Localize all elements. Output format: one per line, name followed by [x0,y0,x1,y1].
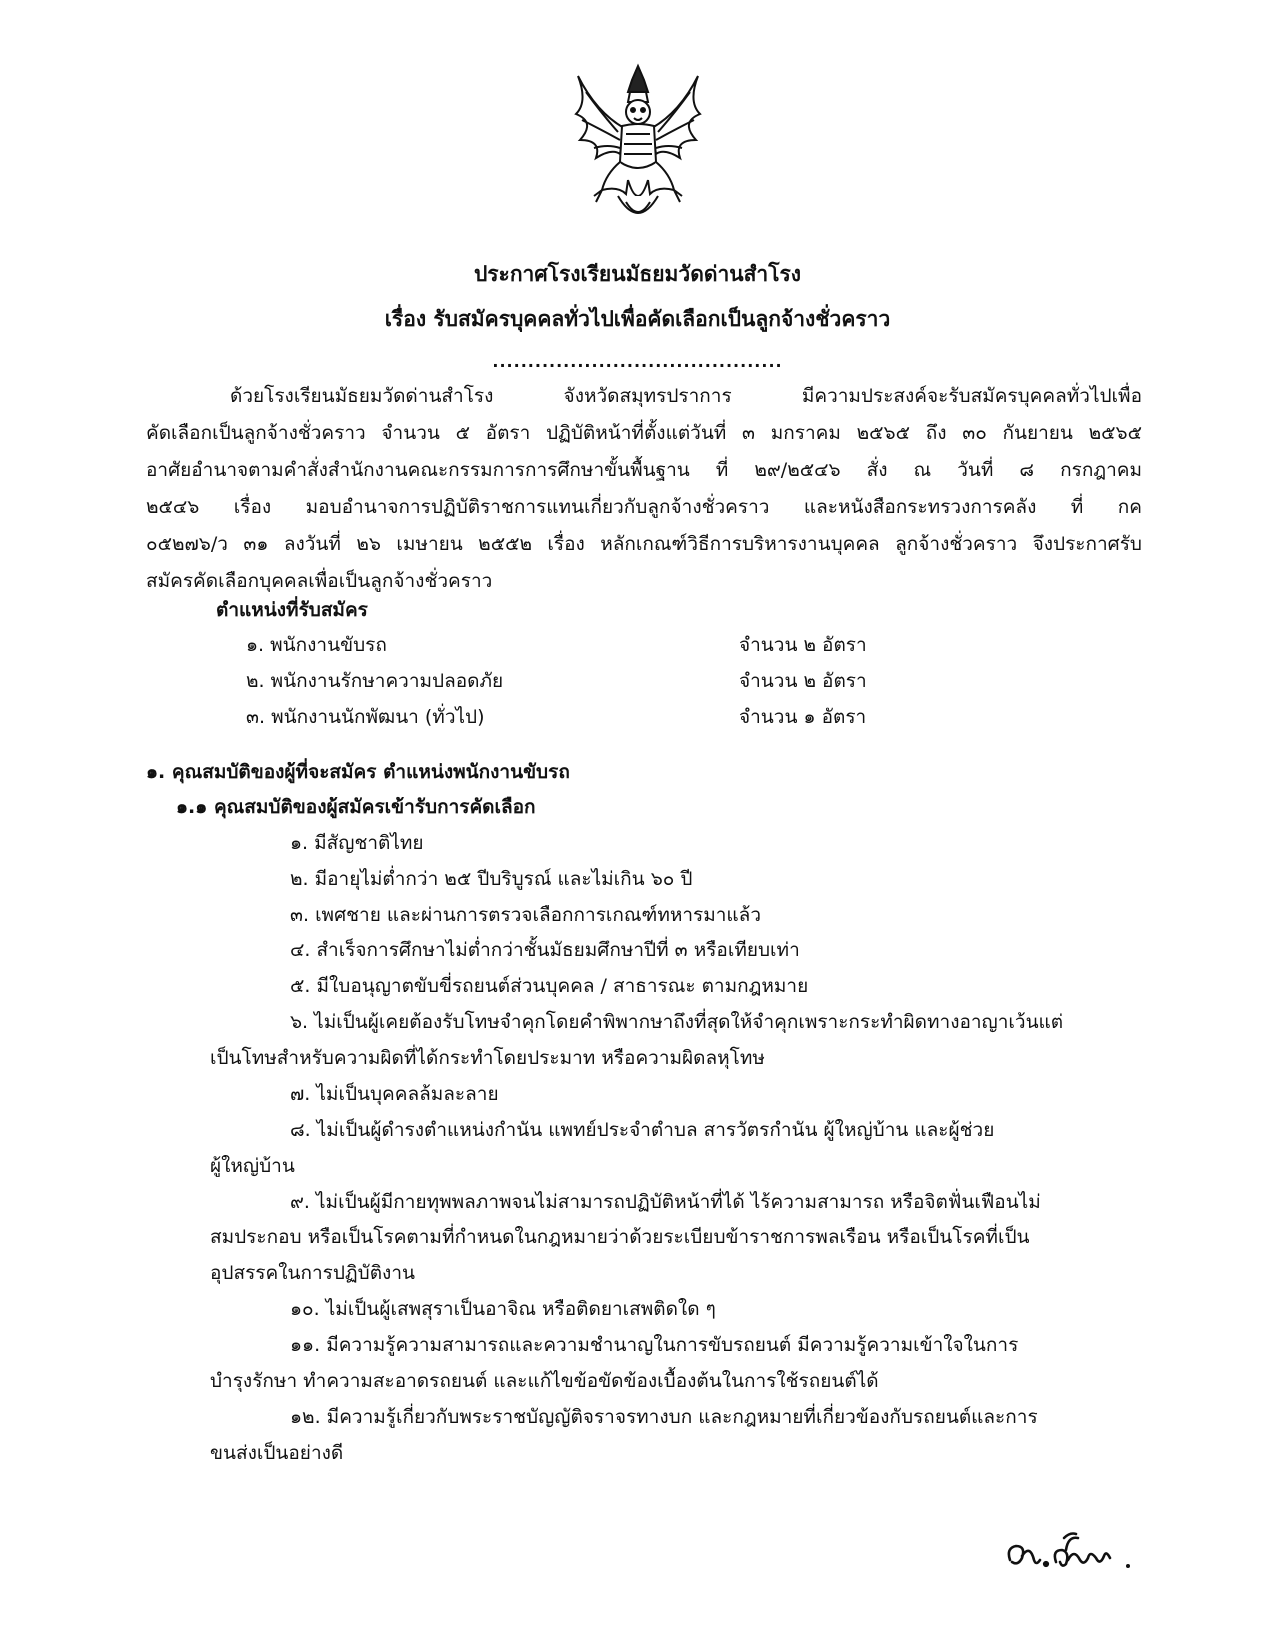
intro-line: คัดเลือกเป็นลูกจ้างชั่วคราว จำนวน ๕ อัตรา ปฏิบัติหน้าที่ตั้งแต่วันที่ ๓ มกราคม ๒๕๖๕ ถึง ๓๐ กันยายน ๒๕๖๕ [146,422,1142,444]
intro-paragraph [146,378,1142,600]
intro-line: ๐๕๒๗๖/ว ๓๑ ลงวันที่ ๒๖ เมษายน ๒๕๕๒ เรื่อง หลักเกณฑ์วิธีการบริหารงานบุคคล ลูกจ้างชั่วคราว จึงประกาศรับ [146,533,1142,555]
title-divider: ......................................... [492,352,783,371]
subsection-heading: ๑.๑ คุณสมบัติของผู้สมัครเข้ารับการคัดเลือก [176,796,536,818]
intro-line: ด้วยโรงเรียนมัธยมวัดด่านสำโรง จังหวัดสมุทรปราการ มีความประสงค์จะรับสมัครบุคคลทั่วไปเพื่อ [230,385,1142,407]
qualification-item: ๒. มีอายุไม่ต่ำกว่า ๒๕ ปีบริบูรณ์ และไม่เกิน ๖๐ ปี [290,868,693,890]
position-name: ๓. พนักงานนักพัฒนา (ทั่วไป) [246,706,485,728]
handwritten-signature [1004,1522,1144,1574]
announcement-title: ประกาศโรงเรียนมัธยมวัดด่านสำโรง [473,262,802,286]
qualification-item: ๑๒. มีความรู้เกี่ยวกับพระราชบัญญัติจราจรทางบก และกฎหมายที่เกี่ยวข้องกับรถยนต์และการ [290,1406,1038,1428]
qualification-item-continued: ขนส่งเป็นอย่างดี [210,1442,344,1464]
announcement-subject: เรื่อง รับสมัครบุคคลทั่วไปเพื่อคัดเลือกเป็นลูกจ้างชั่วคราว [384,307,891,331]
position-quantity: จำนวน ๒ อัตรา [739,670,867,692]
position-quantity: จำนวน ๑ อัตรา [739,706,867,728]
qualification-item: ๔. สำเร็จการศึกษาไม่ต่ำกว่าชั้นมัธยมศึกษาปีที่ ๓ หรือเทียบเท่า [290,939,800,961]
qualification-item-continued: สมประกอบ หรือเป็นโรคตามที่กำหนดในกฎหมายว่าด้วยระเบียบข้าราชการพลเรือน หรือเป็นโรคที่เป็น [210,1226,1030,1248]
qualification-item: ๕. มีใบอนุญาตขับขี่รถยนต์ส่วนบุคคล / สาธารณะ ตามกฎหมาย [290,975,809,997]
position-quantity: จำนวน ๒ อัตรา [739,634,867,656]
qualification-item-continued: บำรุงรักษา ทำความสะอาดรถยนต์ และแก้ไขข้อขัดข้องเบื้องต้นในการใช้รถยนต์ได้ [210,1370,879,1392]
intro-line: ๒๕๔๖ เรื่อง มอบอำนาจการปฏิบัติราชการแทนเกี่ยวกับลูกจ้างชั่วคราว และหนังสือกระทรวงการคลัง ที่ กค [146,496,1142,518]
qualification-item: ๑. มีสัญชาติไทย [290,832,424,854]
qualification-item-continued: เป็นโทษสำหรับความผิดที่ได้กระทำโดยประมาท หรือความผิดลหุโทษ [210,1047,765,1069]
qualification-item: ๘. ไม่เป็นผู้ดำรงตำแหน่งกำนัน แพทย์ประจำตำบล สารวัตรกำนัน ผู้ใหญ่บ้าน และผู้ช่วย [290,1119,995,1141]
qualification-item: ๑๐. ไม่เป็นผู้เสพสุราเป็นอาจิณ หรือติดยาเสพติดใด ๆ [290,1298,716,1320]
position-name: ๒. พนักงานรักษาความปลอดภัย [246,670,504,692]
qualification-item-continued: ผู้ใหญ่บ้าน [210,1155,295,1177]
garuda-emblem [566,62,710,232]
qualification-item: ๗. ไม่เป็นบุคคลล้มละลาย [290,1083,499,1105]
qualification-item: ๑๑. มีความรู้ความสามารถและความชำนาญในการขับรถยนต์ มีความรู้ความเข้าใจในการ [290,1334,1019,1356]
intro-line: อาศัยอำนาจตามคำสั่งสำนักงานคณะกรรมการการศึกษาขั้นพื้นฐาน ที่ ๒๙/๒๕๔๖ สั่ง ณ วันที่ ๘ กรกฎาคม [146,459,1142,481]
qualification-item: ๙. ไม่เป็นผู้มีกายทุพพลภาพจนไม่สามารถปฏิบัติหน้าที่ได้ ไร้ความสามารถ หรือจิตฟั่นเฟือนไม่ [290,1191,1041,1213]
position-name: ๑. พนักงานขับรถ [246,634,387,656]
positions-heading: ตำแหน่งที่รับสมัคร [216,599,368,621]
section-heading: ๑. คุณสมบัติของผู้ที่จะสมัคร ตำแหน่งพนักงานขับรถ [146,761,570,783]
qualification-item-continued: อุปสรรคในการปฏิบัติงาน [210,1262,415,1284]
qualification-item: ๓. เพศชาย และผ่านการตรวจเลือกการเกณฑ์ทหารมาแล้ว [290,904,761,926]
qualification-item: ๖. ไม่เป็นผู้เคยต้องรับโทษจำคุกโดยคำพิพากษาถึงที่สุดให้จำคุกเพราะกระทำผิดทางอาญาเว้นแต่ [290,1011,1064,1033]
intro-line: สมัครคัดเลือกบุคคลเพื่อเป็นลูกจ้างชั่วคราว [146,570,493,592]
